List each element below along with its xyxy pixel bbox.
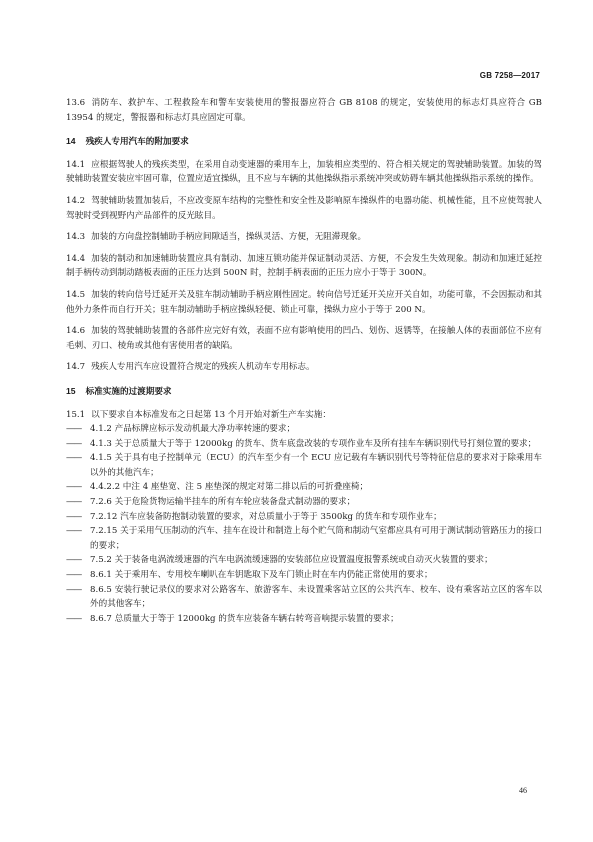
clause-number: 13.6 xyxy=(66,98,86,108)
list-item xyxy=(66,583,542,612)
clause-14-4 xyxy=(66,252,542,281)
dash-marker: —— xyxy=(66,453,82,464)
section-number: 14 xyxy=(66,136,76,147)
list-item xyxy=(66,495,542,510)
list-item-text: 4.1.2 产品标牌应标示发动机最大净功率转速的要求； xyxy=(90,424,296,435)
dash-marker: —— xyxy=(66,584,82,595)
dash-marker: —— xyxy=(66,555,82,566)
list-item-text: 7.2.12 汽车应装备防抱制动装置的要求，对总质量小于等于 3500kg 的货车和专项作业车； xyxy=(90,511,442,522)
clause-number: 14.4 xyxy=(66,253,86,264)
dash-marker: —— xyxy=(66,497,82,508)
section-number: 15 xyxy=(66,385,76,396)
clause-text: 加装的方向盘控制辅助手柄应间隙适当，操纵灵活、方便，无阻滞现象。 xyxy=(91,232,367,243)
clause-14-7 xyxy=(66,360,542,375)
list-item-text: 4.4.2.2 中注 4 座垫宽、注 5 座垫深的规定对第二排以后的可折叠座椅； xyxy=(90,482,369,493)
list-item xyxy=(66,510,542,525)
clause-text: 加装的驾驶辅助装置的各部件应完好有效，表面不应有影响使用的凹凸、划伤、返锈等，在接触人体的表面部位不应有毛刺、刃口、棱角或其他有害使用者的缺陷。 xyxy=(66,326,542,351)
list-item xyxy=(66,480,542,495)
clause-text: 加装的转向信号迁延开关及驻车制动辅助手柄应刚性固定。转向信号迁延开关应开关自如，功能可靠，不会因振动和其他外力条件而自行开关；驻车制动辅助手柄应操纵轻便、锁止可靠，操纵力应小于等于 200 N。 xyxy=(66,289,542,315)
section-heading-14 xyxy=(66,134,542,149)
list-item-text: 8.6.5 安装行驶记录仪的要求对公路客车、旅游客车、未设置乘客站立区的公共汽车、校车、设有乘客站立区的客车以外的其他客车； xyxy=(90,584,542,610)
transition-requirements-list xyxy=(66,422,542,626)
clause-text: 驾驶辅助装置加装后，不应改变原车结构的完整性和安全性及影响原车操纵件的电器功能、机械性能，且不应使驾驶人驾驶时受到视野内产品部件的反光眩目。 xyxy=(66,195,542,221)
list-item xyxy=(66,612,542,627)
clause-14-5 xyxy=(66,288,542,317)
clause-14-6 xyxy=(66,324,542,353)
clause-13-6 xyxy=(66,96,542,125)
clause-number: 14.2 xyxy=(66,195,86,206)
dash-marker: —— xyxy=(66,438,82,449)
dash-marker: —— xyxy=(66,526,82,537)
list-item xyxy=(66,524,542,553)
section-title: 标准实施的过渡期要求 xyxy=(85,385,172,396)
document-body xyxy=(66,96,542,626)
list-item-text: 8.6.1 关于乘用车、专用校车喇叭在车钥匙取下及车门锁止时在车内仍能正常使用的要求； xyxy=(90,570,433,581)
section-heading-15 xyxy=(66,384,542,399)
clause-15-1 xyxy=(66,408,542,423)
dash-marker: —— xyxy=(66,570,82,581)
clause-text: 加装的制动和加速辅助装置应具有制动、加速互锁功能并保证制动灵活、方便，不会发生失效现象。制动和加速迁延控制手柄传动到制动踏板表面的正压力达到 500N 时，控制手柄表面的正压力应小于等于 300N。 xyxy=(66,253,542,279)
dash-marker: —— xyxy=(66,511,82,522)
list-item xyxy=(66,437,542,452)
clause-14-2 xyxy=(66,194,542,223)
clause-14-3 xyxy=(66,230,542,245)
clause-intro: 以下要求自本标准发布之日起第 13 个月开始对新生产车实施： xyxy=(91,409,331,420)
list-item-text: 7.2.6 关于危险货物运输半挂车的所有车轮应装备盘式制动器的要求； xyxy=(90,497,356,508)
list-item-text: 4.1.5 关于具有电子控制单元（ECU）的汽车至少有一个 ECU 应记载有车辆识别代号等特征信息的要求对于除乘用车以外的其他汽车； xyxy=(90,453,542,478)
list-item-text: 8.6.7 总质量大于等于 12000kg 的货车应装备车辆右转弯音响提示装置的要求； xyxy=(90,613,399,624)
dash-marker: —— xyxy=(66,613,82,624)
dash-marker: —— xyxy=(66,482,82,493)
clause-14-1 xyxy=(66,158,542,187)
clause-text: 残疾人专用汽车应设置符合规定的残疾人机动车专用标志。 xyxy=(91,362,315,373)
list-item xyxy=(66,451,542,480)
dash-marker: —— xyxy=(66,424,82,435)
list-item xyxy=(66,568,542,583)
list-item xyxy=(66,422,542,437)
clause-text: 应根据驾驶人的残疾类型，在采用自动变速器的乘用车上，加装相应类型的、符合相关规定的驾驶辅助装置。加装的驾驶辅助装置安装应牢固可靠，位置应适宜操纵，且不应与车辆的其他操纵指示系统冲突或妨碍车辆其他操纵指示系统的操作。 xyxy=(66,159,542,185)
clause-number: 14.6 xyxy=(66,326,86,337)
list-item-text: 7.5.2 关于装备电涡流缓速器的汽车电涡流缓速器的安装部位应设置温度报警系统或自动灭火装置的要求； xyxy=(90,555,493,566)
clause-number: 15.1 xyxy=(66,409,86,420)
section-title: 残疾人专用汽车的附加要求 xyxy=(85,136,189,147)
clause-number: 14.3 xyxy=(66,232,86,243)
list-item xyxy=(66,553,542,568)
list-item-text: 7.2.15 关于采用气压制动的汽车、挂车在设计和制造上每个贮气筒和制动气室都应具有可用于测试制动管路压力的接口的要求； xyxy=(90,526,542,551)
clause-number: 14.1 xyxy=(66,159,86,170)
clause-text: 消防车、救护车、工程救险车和警车安装使用的警报器应符合 GB 8108 的规定，安装使用的标志灯具应符合 GB 13954 的规定，警报器和标志灯具应固定可靠。 xyxy=(66,98,542,123)
clause-number: 14.5 xyxy=(66,289,86,300)
page-number: 46 xyxy=(519,786,527,795)
list-item-text: 4.1.3 关于总质量大于等于 12000kg 的货车、货车底盘改装的专项作业车及所有挂车车辆识别代号打刻位置的要求； xyxy=(90,438,537,449)
clause-number: 14.7 xyxy=(66,362,86,373)
standard-code-header: GB 7258—2017 xyxy=(479,71,540,80)
